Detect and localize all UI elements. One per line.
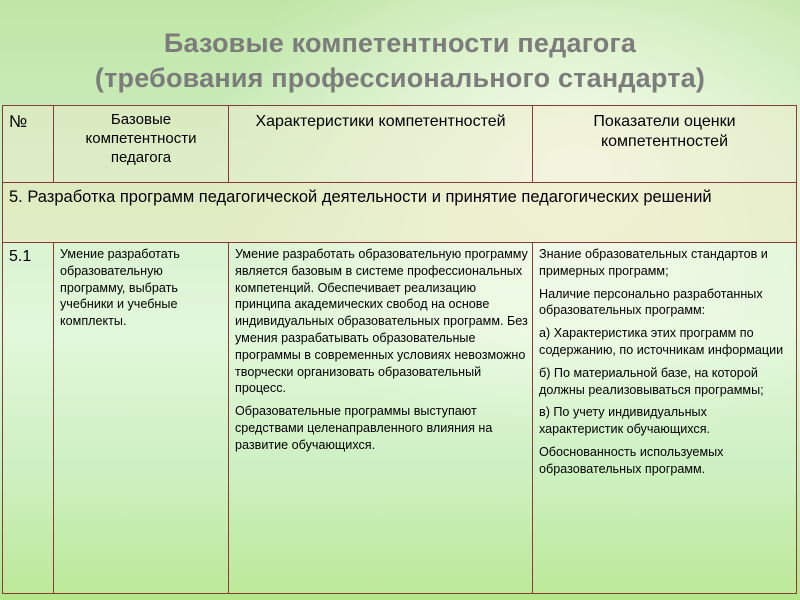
section-row [3, 183, 797, 243]
row-characteristics [229, 243, 533, 594]
characteristics-paragraph: Умение разработать образовательную программу является базовым в системе профессиональных компетенций. Обеспечивает реализацию принципа академических свобод на основе индивидуальных образовательных программ. Без умения разрабатывать образовательные программы в современных условиях невозможно творчески организовать образовательный процесс. [235, 247, 528, 396]
row-indicators [533, 243, 797, 594]
indicator-item: в) По учету индивидуальных характеристик обучающихся. [539, 405, 711, 437]
header-indicators: Показатели оценки компетентностей [533, 106, 797, 183]
slide-title [0, 26, 800, 96]
table-row [3, 243, 797, 594]
indicator-item: а) Характеристика этих программ по содержанию, по источникам информации [539, 326, 784, 357]
indicator-item: б) По материальной базе, на которой должны реализовываться программы; [539, 365, 764, 397]
indicator-item: Наличие персонально разработанных образовательных программ: [539, 286, 763, 318]
indicator-item: Знание образовательных стандартов и примерных программ; [539, 247, 768, 278]
header-number: № [3, 106, 54, 183]
header-competence: Базовые компетентности педагога [54, 106, 229, 183]
characteristics-paragraph: Образовательные программы выступают средствами целенаправленного влияния на развитие обучающихся. [235, 404, 493, 452]
slide-title-line-1: Базовые компетентности педагога [163, 28, 637, 58]
header-characteristics: Характеристики компетентностей [229, 106, 533, 183]
table-header-row [3, 106, 797, 183]
row-competence: Умение разработать образовательную программу, выбрать учебники и учебные комплекты. [54, 243, 229, 594]
row-number: 5.1 [3, 243, 54, 594]
competence-table [2, 105, 797, 594]
section-title: 5. Разработка программ педагогической деятельности и принятие педагогических решений [3, 183, 797, 243]
slide-title-line-2: (требования профессионального стандарта) [94, 63, 706, 93]
indicator-item: Обоснованность используемых образовательных программ. [539, 444, 724, 476]
